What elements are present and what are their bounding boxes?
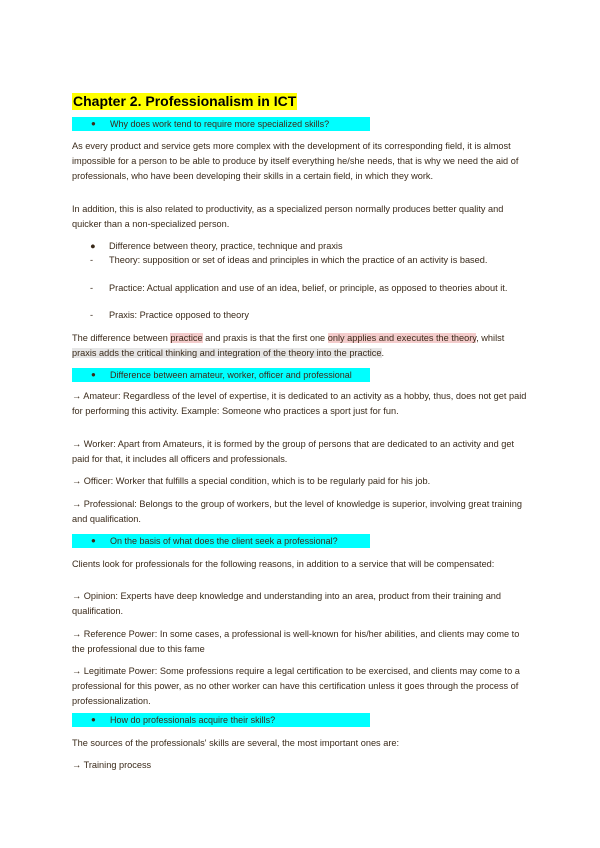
paragraph-productivity: In addition, this is also related to productivity, as a specialized person normally produces better quality and quicker than a non-specialized person. bbox=[72, 204, 504, 230]
bullet-icon: ● bbox=[91, 370, 96, 379]
question-heading-2 bbox=[72, 368, 370, 382]
paragraph-officer: → Officer: Worker that fulfills a special condition, which is to be regularly paid for his job. bbox=[72, 476, 431, 486]
text-span: , whilst bbox=[476, 333, 505, 343]
list-item-text: Practice: Actual application and use of an idea, belief, or principle, as opposed to theories about it. bbox=[109, 283, 508, 293]
chapter-title: Chapter 2. Professionalism in ICT bbox=[73, 93, 297, 109]
paragraph-amateur: → Amateur: Regardless of the level of expertise, it is dedicated to an activity as a hobby, thus, does not get paid for performing this activity. Example: Someone who practices a sport just for fun. bbox=[72, 391, 527, 417]
dash-marker: - bbox=[90, 283, 94, 293]
dash-marker: - bbox=[90, 310, 94, 320]
highlight-praxis: praxis adds the critical thinking and integration of the theory into the practice bbox=[72, 348, 382, 359]
bullet-icon: ● bbox=[91, 715, 96, 724]
text-span: and praxis is that the first one bbox=[202, 333, 328, 343]
question-heading-4 bbox=[72, 713, 370, 727]
list-item-text: Theory: supposition or set of ideas and principles in which the practice of an activity is based. bbox=[109, 255, 488, 265]
bullet-icon: ● bbox=[90, 241, 96, 251]
paragraph-sources: The sources of the professionals' skills are several, the most important ones are: bbox=[72, 738, 400, 748]
question-heading-3 bbox=[72, 534, 370, 548]
paragraph-reference-power: → Reference Power: In some cases, a professional is well-known for his/her abilities, and clients may come to the professional due to this fame bbox=[72, 629, 520, 655]
paragraph-specialization: As every product and service gets more complex with the development of its corresponding field, it is almost impossible for a person to be able to produce by itself everything he/she needs, that is why we need the aid of professionals, who have been developing their skills in a certain field, in which they work. bbox=[72, 141, 519, 182]
paragraph-practice-praxis bbox=[72, 331, 530, 361]
list-item-text: Praxis: Practice opposed to theory bbox=[109, 310, 249, 320]
highlight-practice: practice bbox=[170, 333, 203, 343]
question-text: How do professionals acquire their skills? bbox=[110, 715, 276, 725]
highlight-theory: only applies and executes the theory bbox=[327, 333, 477, 343]
bullet-icon: ● bbox=[91, 119, 96, 128]
question-heading-1 bbox=[72, 117, 370, 131]
text-span: The difference between bbox=[72, 333, 171, 343]
paragraph-worker: → Worker: Apart from Amateurs, it is formed by the group of persons that are dedicated to an activity and get paid for that, it includes all officers and professionals. bbox=[72, 439, 515, 465]
question-text: Difference between amateur, worker, officer and professional bbox=[110, 370, 352, 380]
paragraph-opinion: → Opinion: Experts have deep knowledge and understanding into an area, product from their training and qualification. bbox=[72, 591, 502, 617]
question-text: On the basis of what does the client seek a professional? bbox=[110, 536, 338, 546]
dash-marker: - bbox=[90, 255, 94, 265]
paragraph-legitimate-power: → Legitimate Power: Some professions require a legal certification to be exercised, and clients may come to a professional for this power, as no other worker can have this certification unless it goes through the process of professionalization. bbox=[72, 666, 520, 707]
bullet-icon: ● bbox=[91, 536, 96, 545]
text-span: . bbox=[381, 348, 385, 359]
paragraph-professional: → Professional: Belongs to the group of workers, but the level of knowledge is superior, involving great training and qualification. bbox=[72, 499, 522, 525]
question-text: Why does work tend to require more specialized skills? bbox=[110, 119, 330, 129]
paragraph-clients: Clients look for professionals for the following reasons, in addition to a service that will be compensated: bbox=[72, 559, 495, 569]
paragraph-training: → Training process bbox=[72, 760, 152, 770]
list-item-text: Difference between theory, practice, technique and praxis bbox=[109, 241, 343, 251]
